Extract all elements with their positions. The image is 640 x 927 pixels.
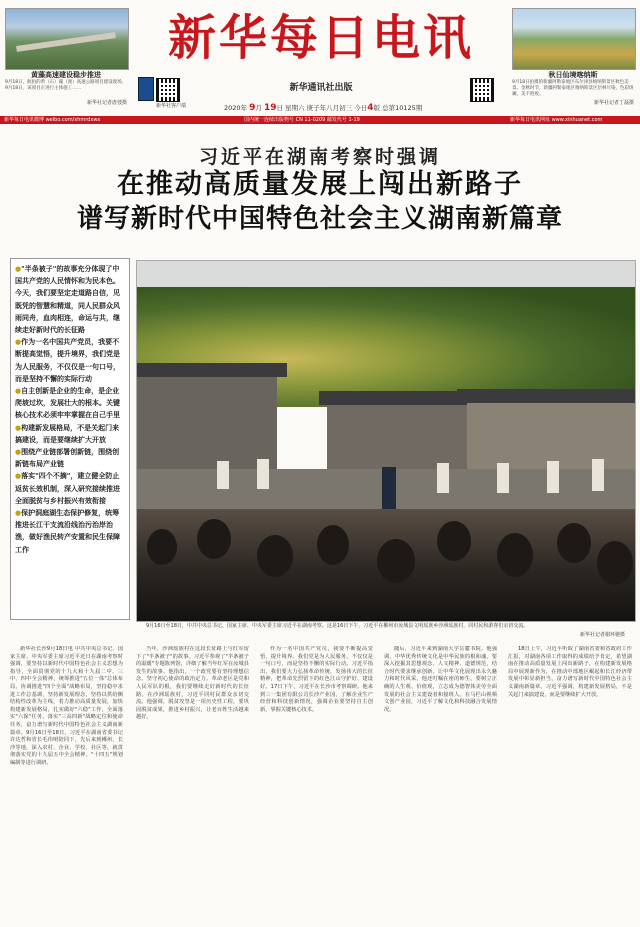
bullet-icon: ● <box>15 423 22 432</box>
bullet-icon: ● <box>15 338 22 347</box>
weibo-link[interactable]: 新华每日电讯微博 weibo.com/xhmrdxwx <box>4 117 101 123</box>
photo-building <box>137 371 277 471</box>
headline-intro[interactable]: 习近平在湖南考察时强调 <box>198 146 441 168</box>
article-column-3: 作为一名中国共产党员，我要不断提高觉悟，提升境界。我们党是为人民服务，不仅仅是一句口号，而是坚持不懈的实际行动。习近平指出，我们要大力弘扬革命传统，发扬伟大的长征精神，把革命先烈留下的红色江山守护好、建设好。17日下午，习近平在长沙市考察调研。他来到三一集团有限公司长沙产业园，了解企业生产经营和科技创新情况，强调企业要坚持自主创新，掌握关键核心技术。 <box>260 646 373 713</box>
right-thumb-photo[interactable] <box>512 8 636 70</box>
dateline: 2020年 9月 19日 星期六 庚子年八月初三 今日4版 总第10125期 <box>224 103 423 113</box>
article-column-4: 随后，习近平来到湖南大学岳麓书院。他强调，中华优秀传统文化是中华民族的根和魂，要深入挖掘其思想观念、人文精神、道德规范，结合时代要求继承创新，让中华文化展现出永久魅力和时代风采。他还叮嘱在座的师生，要树立正确的人生观、价值观，立志成为德智体美劳全面发展的社会主义建设者和接班人。在马栏山视频文创产业园，习近平了解文化和科技融合发展情况。 <box>384 646 497 713</box>
key-quote: ●自主创新是企业的生命，是企业爬坡过坎，发展壮大的根本。关键核心技术必须牢牢掌握在自己手里 <box>15 387 120 420</box>
app-label: 新华社客户端 <box>155 103 186 109</box>
bullet-icon: ● <box>15 472 22 481</box>
key-quotes-list <box>15 263 123 556</box>
key-quotes-box <box>10 258 130 620</box>
photo-roof <box>137 363 287 377</box>
bullet-icon: ● <box>15 448 22 457</box>
key-quote: ●作为一名中国共产党员，我要不断提高觉悟，提升境界，我们党是为人民服务，不仅仅是一句口号，而是坚持不懈的实际行动 <box>15 338 120 383</box>
photo-building <box>327 401 467 471</box>
person-shape <box>382 467 396 515</box>
photo-caption: 9月16日至18日，中共中央总书记、国家主席、中央军委主席习近平在湖南考察。这是16日下午，习近平在郴州市汝城县文明瑶族乡沙洲瑶族村，同村民和游客们亲切交流。 <box>146 623 529 629</box>
headline-main-2[interactable]: 谱写新时代中国特色社会主义湖南新篇章 <box>76 204 563 234</box>
photo-crowd <box>137 509 635 621</box>
bullet-icon: ● <box>15 509 22 518</box>
person-shape <box>217 461 229 489</box>
head-shape <box>257 535 293 577</box>
key-quote: ●构建新发展格局，不是关起门来搞建设，而是要继续扩大开放 <box>15 423 120 444</box>
head-shape <box>317 525 349 565</box>
head-shape <box>497 533 533 577</box>
head-shape <box>437 521 471 561</box>
masthead-info-bar <box>0 116 640 124</box>
head-shape <box>597 541 633 585</box>
bullet-icon: ● <box>15 265 22 273</box>
person-shape <box>592 459 604 491</box>
head-shape <box>197 519 231 559</box>
person-shape <box>257 459 269 489</box>
left-qr-icon[interactable] <box>156 78 180 102</box>
key-quote: ●保护洞庭湖生态保护修复，统筹推进长江干支流沿线治污治岸治渔，做好渔民转产安置和民生保障工作 <box>15 509 120 554</box>
masthead-title: 新华每日电讯 <box>167 10 474 66</box>
key-quote: ●落实"四个不摘"，建立健全防止返贫长效机制，深入研究接续推进全面脱贫与乡村振兴有效衔接 <box>15 472 120 505</box>
head-shape <box>557 523 591 563</box>
key-quote: ●围绕产业链部署创新链，围绕创新链布局产业链 <box>15 448 120 469</box>
bullet-icon: ● <box>15 387 22 396</box>
key-quote: ●"半条被子"的故事充分体现了中国共产党的人民情怀和为民本色。今天，我们要坚定走道路自信，见既凭的智慧和精道，同人民群众风雨同舟，血肉相连，命运与共，继续走好新时代的长征路 <box>15 265 120 335</box>
road-shape <box>16 32 116 52</box>
person-shape <box>547 461 559 493</box>
publisher-line: 新华通讯社出版 <box>289 83 353 93</box>
head-shape <box>377 539 415 583</box>
article-column-2: 当年，沙洲瑶族村在这段长征路上与红军留下了"半条被子"的故事。习近平参观了"半条被子的温暖"专题陈列馆，详细了解当年红军在汝城县发生的故事。他指出，一个政党要有坚持理想信念、坚守初心使命的政治定力。革命老区是党和人民军队的根，我们要继续走好新时代的长征路。在沙洲瑶族村，习近平同村民群众亲切交流。他强调，脱贫攻坚是一项历史性工程，要巩固脱贫成果，推进乡村振兴，让老百姓生活越来越好。 <box>136 646 249 721</box>
article-column-5: 18日上午，习近平听取了湖南省委和省政府工作汇报，对湖南各项工作取得的成绩给予肯定，希望湖南在推动高质量发展上闯出新路子，在构建新发展格局中展现新作为，在推动中部地区崛起和长江经济带发展中彰显新担当，奋力谱写新时代中国特色社会主义湖南新篇章。习近平强调，构建新发展格局，不是关起门来搞建设，而是要继续扩大开放。 <box>508 646 632 698</box>
left-thumb-text: 9月18日，航拍的黄（石）藻（渡）高速公路项目建设现场。9月18日，该项目正进行主体施工…… <box>5 80 127 91</box>
publication-number: 国内统一连续出版物号 CN 11-0209 邮发代号 1-19 <box>244 117 360 123</box>
left-thumb-credit: 新华社记者唐弢摄 <box>86 100 127 106</box>
headline-main[interactable]: 在推动高质量发展上闯出新路子 <box>117 169 523 200</box>
website-link[interactable]: 新华每日电讯网址 www.xinhuanet.com <box>510 117 603 123</box>
head-shape <box>147 529 177 565</box>
left-thumb-caption: 黄藻高速建设稳步推进 <box>31 71 101 79</box>
right-thumb-text: 9月18日拍摄的新疆阿勒泰地区布尔津县喀纳斯景区秋色美景。金秋时节，新疆阿勒泰地区喀纳斯景区层林尽染，色彩斑斓，美不胜收。 <box>512 80 634 97</box>
right-thumb-caption: 秋日仙境喀纳斯 <box>548 71 598 79</box>
app-icon[interactable] <box>138 77 154 101</box>
right-thumb-credit: 新华社记者丁磊摄 <box>593 100 634 106</box>
right-qr-icon[interactable] <box>470 78 494 102</box>
main-photo[interactable] <box>136 260 636 622</box>
photo-credit: 新华社记者谢环驰摄 <box>580 632 626 638</box>
left-thumb-photo[interactable] <box>5 8 129 70</box>
article-column-1: 新华社长沙9月18日电 中共中央总书记、国家主席、中央军委主席习近平近日在湖南考察时强调，要坚持以新时代中国特色社会主义思想为指导，全面贯彻党的十九大和十九届二中、三中、四中全会精神，统筹推进"五位一体"总体布局，协调推进"四个全面"战略布局，坚持稳中求进工作总基调，坚持新发展理念，坚持以供给侧结构性改革为主线，着力推动高质量发展，加快构建新发展格局，扎实做好"六稳"工作，全面落实"六保"任务，落实"三高四新"战略定位和使命任务，奋力谱写新时代中国特色社会主义湖南新篇章。9月16日至18日，习近平在湖南省委书记许达哲和省长毛伟明陪同下，先后来到郴州、长沙等地，深入农村、企业、学校、社区等，就贯彻落实党的十九届五中全会精神、"十四五"规划编制等进行调研。 <box>10 646 123 766</box>
photo-roof <box>457 389 635 403</box>
person-shape <box>497 463 509 493</box>
person-shape <box>437 463 449 493</box>
photo-roof <box>319 391 479 405</box>
